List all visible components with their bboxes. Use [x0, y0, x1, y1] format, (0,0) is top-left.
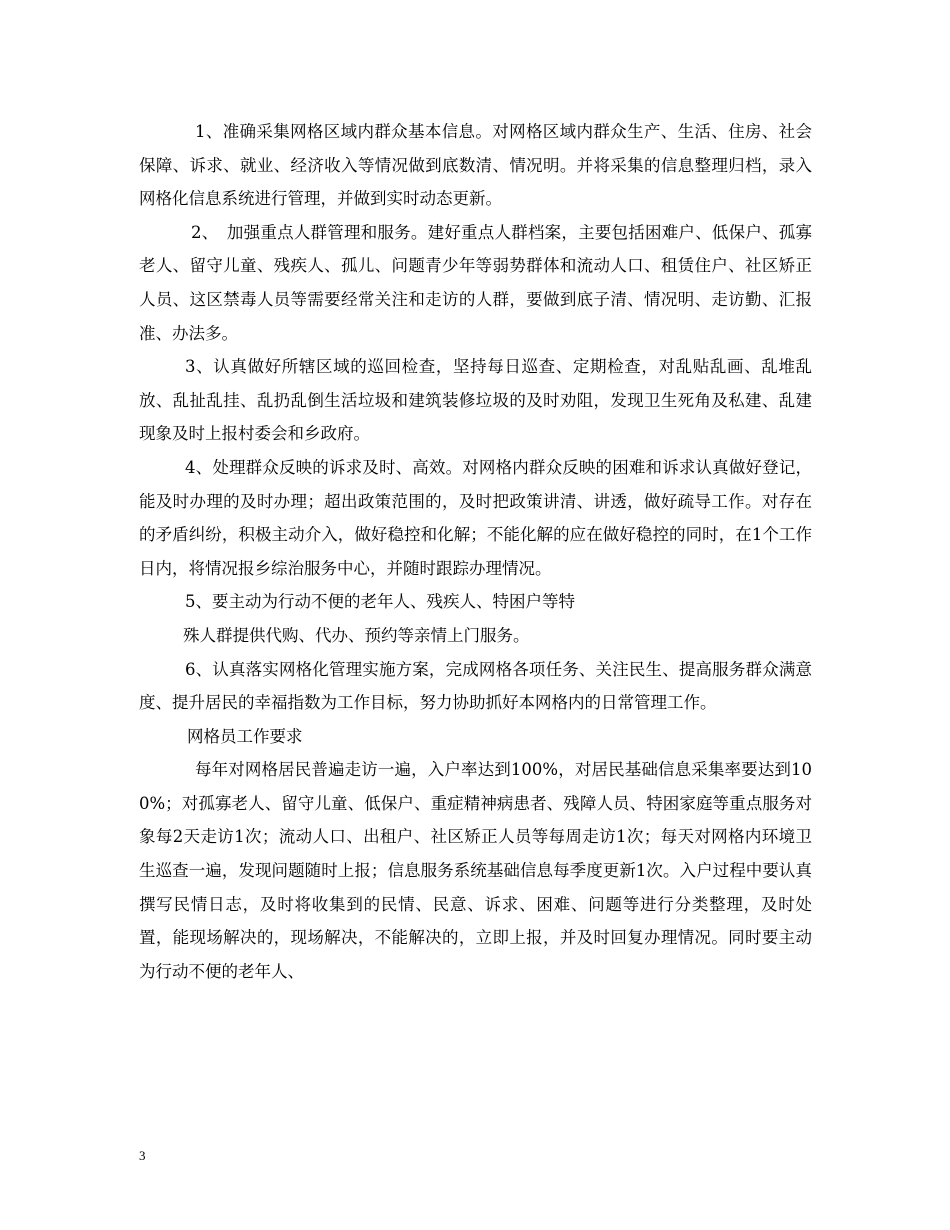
section-heading: 网格员工作要求: [187, 726, 303, 746]
document-body: [139, 115, 812, 988]
paragraph-5-line-2: 殊人群提供代购、代办、预约等亲情上门服务。: [183, 625, 530, 645]
paragraph-4: 4、处理群众反映的诉求及时、高效。对网格内群众反映的困难和诉求认真做好登记，能及时办理的及时办理；超出政策范围的，及时把政策讲清、讲透，做好疏导工作。对存在的矛盾纠纷，积极主动介入，做好稳控和化解；不能化解的应在做好稳控的同时，在1个工作日内，将情况报乡综治服务中心，并随时跟踪办理情况。: [139, 457, 812, 578]
paragraph-1: 1、准确采集网格区域内群众基本信息。对网格区域内群众生产、生活、住房、社会保障、诉求、就业、经济收入等情况做到底数清、情况明。并将采集的信息整理归档，录入网格化信息系统进行管理，并做到实时动态更新。: [139, 122, 812, 209]
paragraph-2: 2、 加强重点人群管理和服务。建好重点人群档案，主要包括困难户、低保户、孤寡老人、留守儿童、残疾人、孤儿、问题青少年等弱势群体和流动人口、租赁住户、社区矫正人员、这区禁毒人员等需要经常关注和走访的人群，要做到底子清、情况明、走访勤、汇报准、办法多。: [139, 222, 812, 343]
paragraph-5-line-1: 5、要主动为行动不便的老年人、残疾人、特困户等特: [185, 592, 575, 612]
paragraph-3: 3、认真做好所辖区域的巡回检查，坚持每日巡查、定期检查，对乱贴乱画、乱堆乱放、乱扯乱挂、乱扔乱倒生活垃圾和建筑装修垃圾的及时劝阻，发现卫生死角及私建、乱建现象及时上报村委会和乡政府。: [139, 357, 812, 444]
paragraph-6: 6、认真落实网格化管理实施方案，完成网格各项任务、关注民生、提高服务群众满意度、提升居民的幸福指数为工作目标，努力协助抓好本网格内的日常管理工作。: [139, 659, 812, 713]
paragraph-7: 每年对网格居民普遍走访一遍，入户率达到100%，对居民基础信息采集率要达到100%；对孤寡老人、留守儿童、低保户、重症精神病患者、残障人员、特困家庭等重点服务对象每2天走访1次；流动人口、出租户、社区矫正人员等每周走访1次；每天对网格内环境卫生巡查一遍，发现问题随时上报；信息服务系统基础信息每季度更新1次。入户过程中要认真撰写民情日志，及时将收集到的民情、民意、诉求、困难、问题等进行分类整理，及时处置，能现场解决的，现场解决，不能解决的，立即上报，并及时回复办理情况。同时要主动为行动不便的老年人、: [139, 760, 812, 981]
page-number: 3: [139, 1148, 146, 1163]
